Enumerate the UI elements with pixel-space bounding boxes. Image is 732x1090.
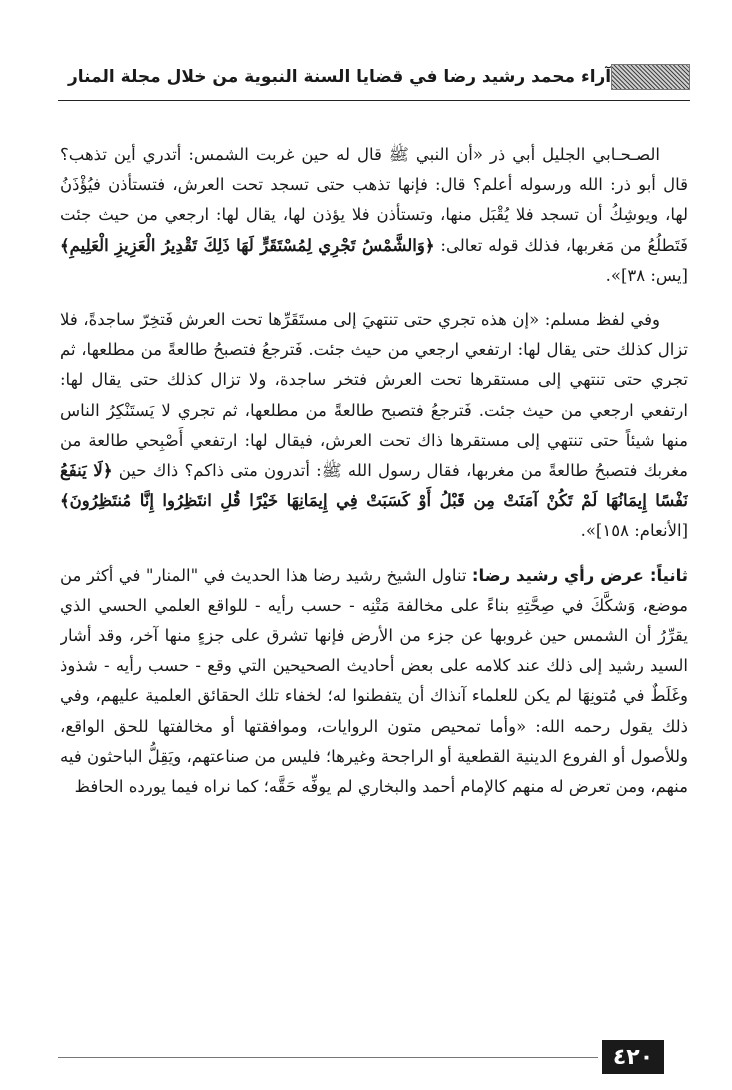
- verse-citation: [يس: ٣٨]».: [605, 265, 688, 285]
- main-text: [60, 140, 688, 1020]
- paragraph-muslim-wording: [60, 305, 688, 547]
- header-divider: [58, 100, 690, 101]
- section-heading: ثانياً: عرض رأي رشيد رضا:: [471, 565, 688, 585]
- text-segment: الصـحـابي الجليل أبي ذر «أن النبي ﷺ قال له حين غربت الشمس: أتدري أين تذهب؟ قال أبو ذر: الله ورسوله أعلم؟ قال: فإنها تذهب حتى تسجد تحت العرش، فتستأذن فيُؤْذَنُ لها، ويوشِكُ أن تسجد فلا يُقْبَل منها، وتستأذن فلا يؤذن لها، يقال لها: ارجعي من حيث جئت فَتَطلُعُ من مَغربها، فذلك قوله تعالى:: [60, 145, 688, 255]
- paragraph-hadith-abu-dhar: [60, 140, 688, 291]
- header-ornament: [611, 64, 690, 90]
- quran-verse: ﴿وَالشَّمْسُ تَجْرِي لِمُسْتَقَرٍّ لَهَا ذَلِكَ تَقْدِيرُ الْعَزِيزِ الْعَلِيمِ﴾: [60, 235, 435, 255]
- page-number: ٤٢٠: [602, 1040, 664, 1074]
- text-segment: تناول الشيخ رشيد رضا هذا الحديث في "المنار" في أكثر من موضع، وَشكَّكَ في صِحَّتِهِ بناءً على مخالفة مَتْنِه - حسب رأيه - للواقع العلمي الحسي الذي يقرِّرُ أن الشمس حين غروبها عن جزء من الأرض فإنها تشرق على جزءٍ منها آخر، وقد أشار السيد رشيد إلى ذلك عند كلامه على بعض أحاديث الصحيحين التي وقع - حسب رأيه - شذوذ وغَلَطٌ في مُتونِهَا لم يكن للعلماء آنذاك أن يتفطنوا له؛ لخفاء تلك الحقائق العلمية عليهم، وفي ذلك يقول رحمه الله: «وأما تمحيص متون الروايات، وموافقتها أو مخالفتها للحق الواقع، وللأصول أو الفروع الدينية القطعية أو الراجحة وغيرها؛ فليس من صناعتهم، ويَقِلُّ الباحثون فيه منهم، ومن تعرض له منهم كالإمام أحمد والبخاري لم يوفِّه حَقَّه؛ كما نراه فيما يورده الحافظ: [60, 565, 688, 797]
- running-header-title: آراء محمد رشيد رضا في قضايا السنة النبوية من خلال مجلة المنار: [68, 67, 612, 87]
- paragraph-rida-opinion: [60, 561, 688, 803]
- text-segment: وفي لفظ مسلم: «إن هذه تجري حتى تنتهيَ إلى مستَقَرِّها تحت العرش فَتخِرّ ساجدةً، فلا تزال كذلك حتى يقال لها: ارتفعي ارجعي من حيث جئت. فَترجعُ فتصبحُ طالعةً من مطلعها، ثم تجري حتى تنتهي إلى مستقرها تحت العرش فتخر ساجدة، ولا تزال كذلك حتى يقال لها: ارتفعي ارجعي من حيث جئت. فَترجعُ فتصبح طالعةً من مطلعها، ثم تجري لا يَستَنْكِرُ الناس منها شيئاً حتى تنتهي إلى مستقرها ذاك تحت العرش، فيقال لها: ارتفعي أَصْبِحي طالعة من مغربك فتصبحُ طالعةً من مغربها، فقال رسول الله ﷺ: أتدرون متى ذاكم؟ ذاك حين: [60, 310, 688, 481]
- running-header: [58, 60, 690, 94]
- verse-citation: [الأنعام: ١٥٨]».: [580, 521, 688, 541]
- footer-rule: [58, 1057, 598, 1058]
- quran-verse: ﴿لَا يَنفَعُ نَفْسًا إِيمَانُهَا لَمْ تَكُنْ آمَنَتْ مِن قَبْلُ أَوْ كَسَبَتْ فِي إِيمَانِهَا خَيْرًا قُلِ انتَظِرُوا إِنَّا مُنتَظِرُونَ﴾: [60, 461, 688, 511]
